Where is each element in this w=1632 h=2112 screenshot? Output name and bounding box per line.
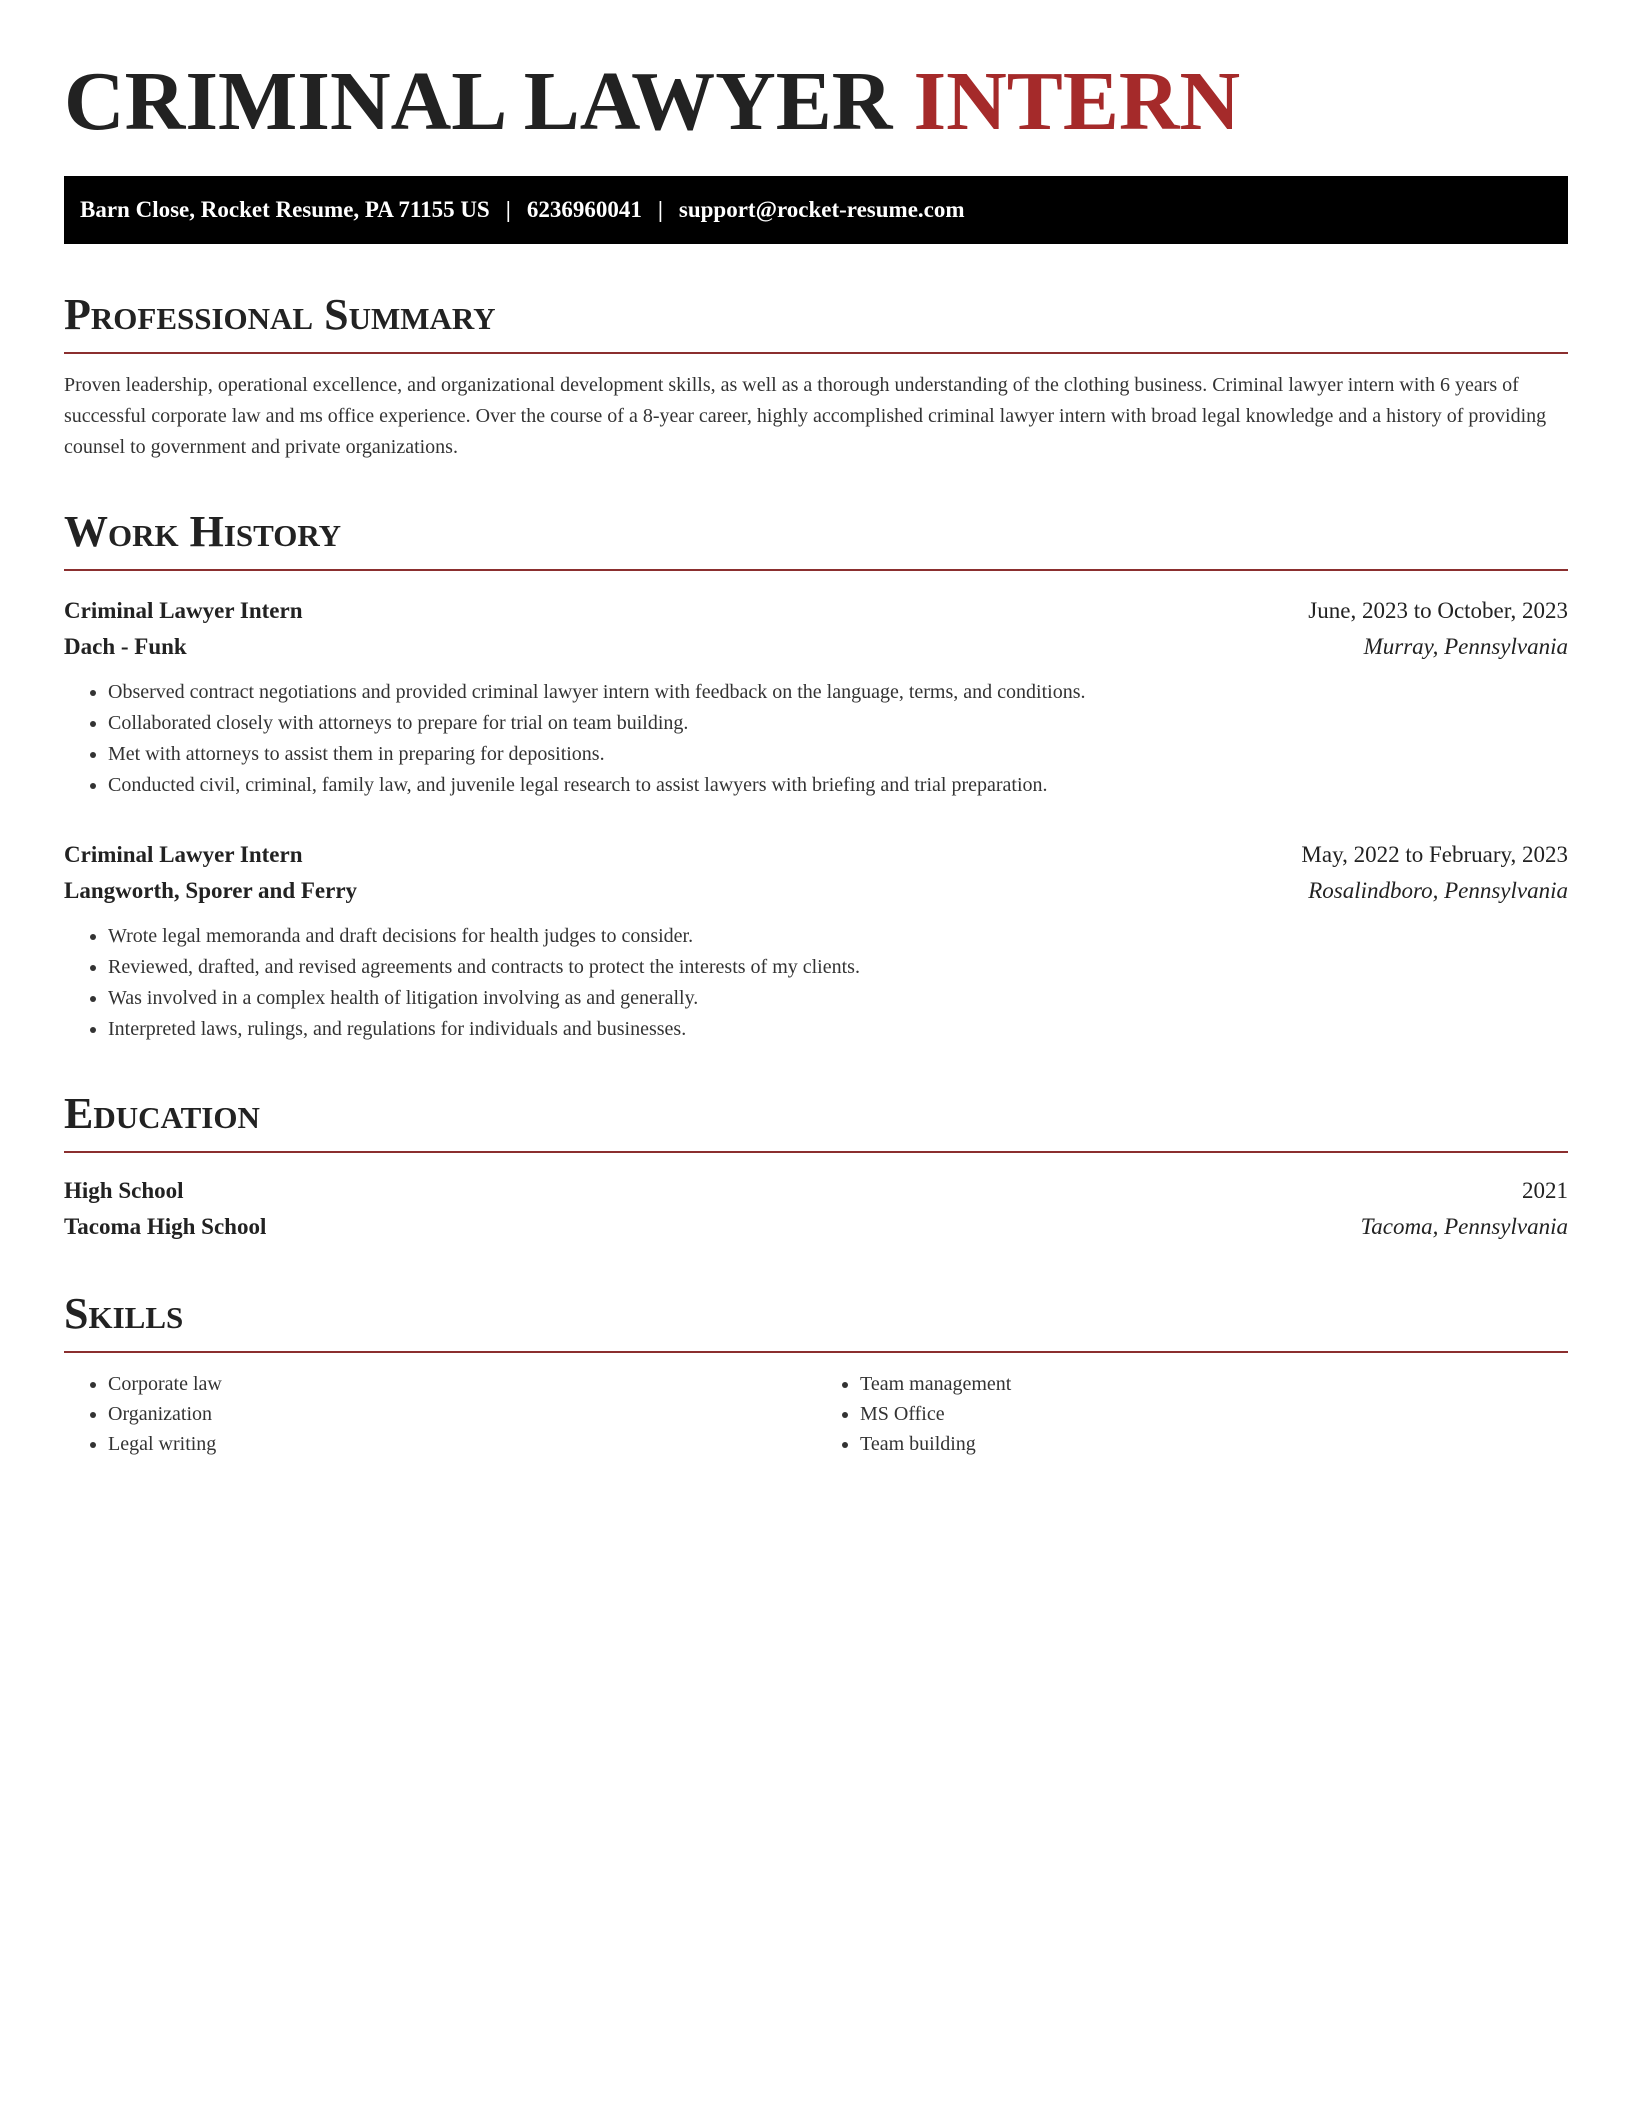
job-location: Rosalindboro, Pennsylvania (1308, 878, 1568, 903)
skills-heading: Skills (64, 1289, 1568, 1353)
job-title: Criminal Lawyer Intern (64, 842, 303, 867)
job-bullet: • Interpreted laws, rulings, and regulations for individuals and businesses. (108, 1014, 1568, 1045)
education-degree-row (64, 1173, 1568, 1209)
education-year: 2021 (1522, 1178, 1568, 1203)
education-section (64, 1089, 1568, 1245)
resume-title (64, 56, 1568, 148)
education-location: Tacoma, Pennsylvania (1360, 1214, 1568, 1239)
job-dates: June, 2023 to October, 2023 (1308, 598, 1568, 623)
summary-text: Proven leadership, operational excellence, and organizational development skills, as well as a thorough understanding of the clothing business. Criminal lawyer intern with 6 years of successful corporate law and ms office experience. Over the course of a 8-year career, highly accomplished criminal lawyer intern with broad legal knowledge and a history of providing counsel to government and private organizations. (64, 374, 1547, 458)
job-bullet: • Observed contract negotiations and provided criminal lawyer intern with feedback on the language, terms, and conditions. (108, 677, 1568, 708)
education-school: Tacoma High School (64, 1214, 267, 1239)
work-history-section (64, 507, 1568, 1045)
job-bullets (64, 677, 1568, 801)
job-title-row (64, 837, 1568, 873)
skill-item: • Corporate law (108, 1369, 816, 1399)
title-accent: INTERN (913, 55, 1241, 148)
contact-separator: | (505, 197, 511, 222)
job-dates: May, 2022 to February, 2023 (1301, 842, 1568, 867)
education-degree: High School (64, 1178, 184, 1203)
job-bullet: • Reviewed, drafted, and revised agreements and contracts to protect the interests of my clients. (108, 952, 1568, 983)
contact-separator: | (657, 197, 663, 222)
job-bullet: • Met with attorneys to assist them in preparing for depositions. (108, 739, 1568, 770)
job-bullets (64, 921, 1568, 1045)
job-bullet: • Wrote legal memoranda and draft decisions for health judges to consider. (108, 921, 1568, 952)
contact-address: Barn Close, Rocket Resume, PA 71155 US (80, 197, 490, 222)
skill-item: • Organization (108, 1399, 816, 1429)
contact-phone: 6236960041 (526, 197, 642, 222)
skill-item: • MS Office (860, 1399, 1568, 1429)
job-bullet: • Collaborated closely with attorneys to prepare for trial on team building. (108, 708, 1568, 739)
contact-email: support@rocket-resume.com (678, 197, 965, 222)
education-entry (64, 1173, 1568, 1245)
job-bullet: • Was involved in a complex health of litigation involving as and generally. (108, 983, 1568, 1014)
skills-columns (64, 1369, 1568, 1459)
job-company-row (64, 629, 1568, 665)
skills-list-left (64, 1369, 816, 1459)
job-entry (64, 593, 1568, 801)
job-title-row (64, 593, 1568, 629)
skills-list-right (816, 1369, 1568, 1459)
skill-item: • Team building (860, 1429, 1568, 1459)
work-history-heading: Work History (64, 507, 1568, 571)
job-title: Criminal Lawyer Intern (64, 598, 303, 623)
summary-section (64, 290, 1568, 463)
summary-heading: Professional Summary (64, 290, 1568, 354)
skills-section (64, 1289, 1568, 1459)
job-company: Langworth, Sporer and Ferry (64, 878, 358, 903)
education-heading: Education (64, 1089, 1568, 1153)
job-location: Murray, Pennsylvania (1363, 634, 1568, 659)
job-company: Dach - Funk (64, 634, 187, 659)
job-entry (64, 837, 1568, 1045)
education-school-row (64, 1209, 1568, 1245)
contact-bar (64, 176, 1568, 244)
job-company-row (64, 873, 1568, 909)
skill-item: • Legal writing (108, 1429, 816, 1459)
skill-item: • Team management (860, 1369, 1568, 1399)
title-main: CRIMINAL LAWYER (64, 55, 893, 148)
job-bullet: • Conducted civil, criminal, family law, and juvenile legal research to assist lawyers with briefing and trial preparation. (108, 770, 1568, 801)
